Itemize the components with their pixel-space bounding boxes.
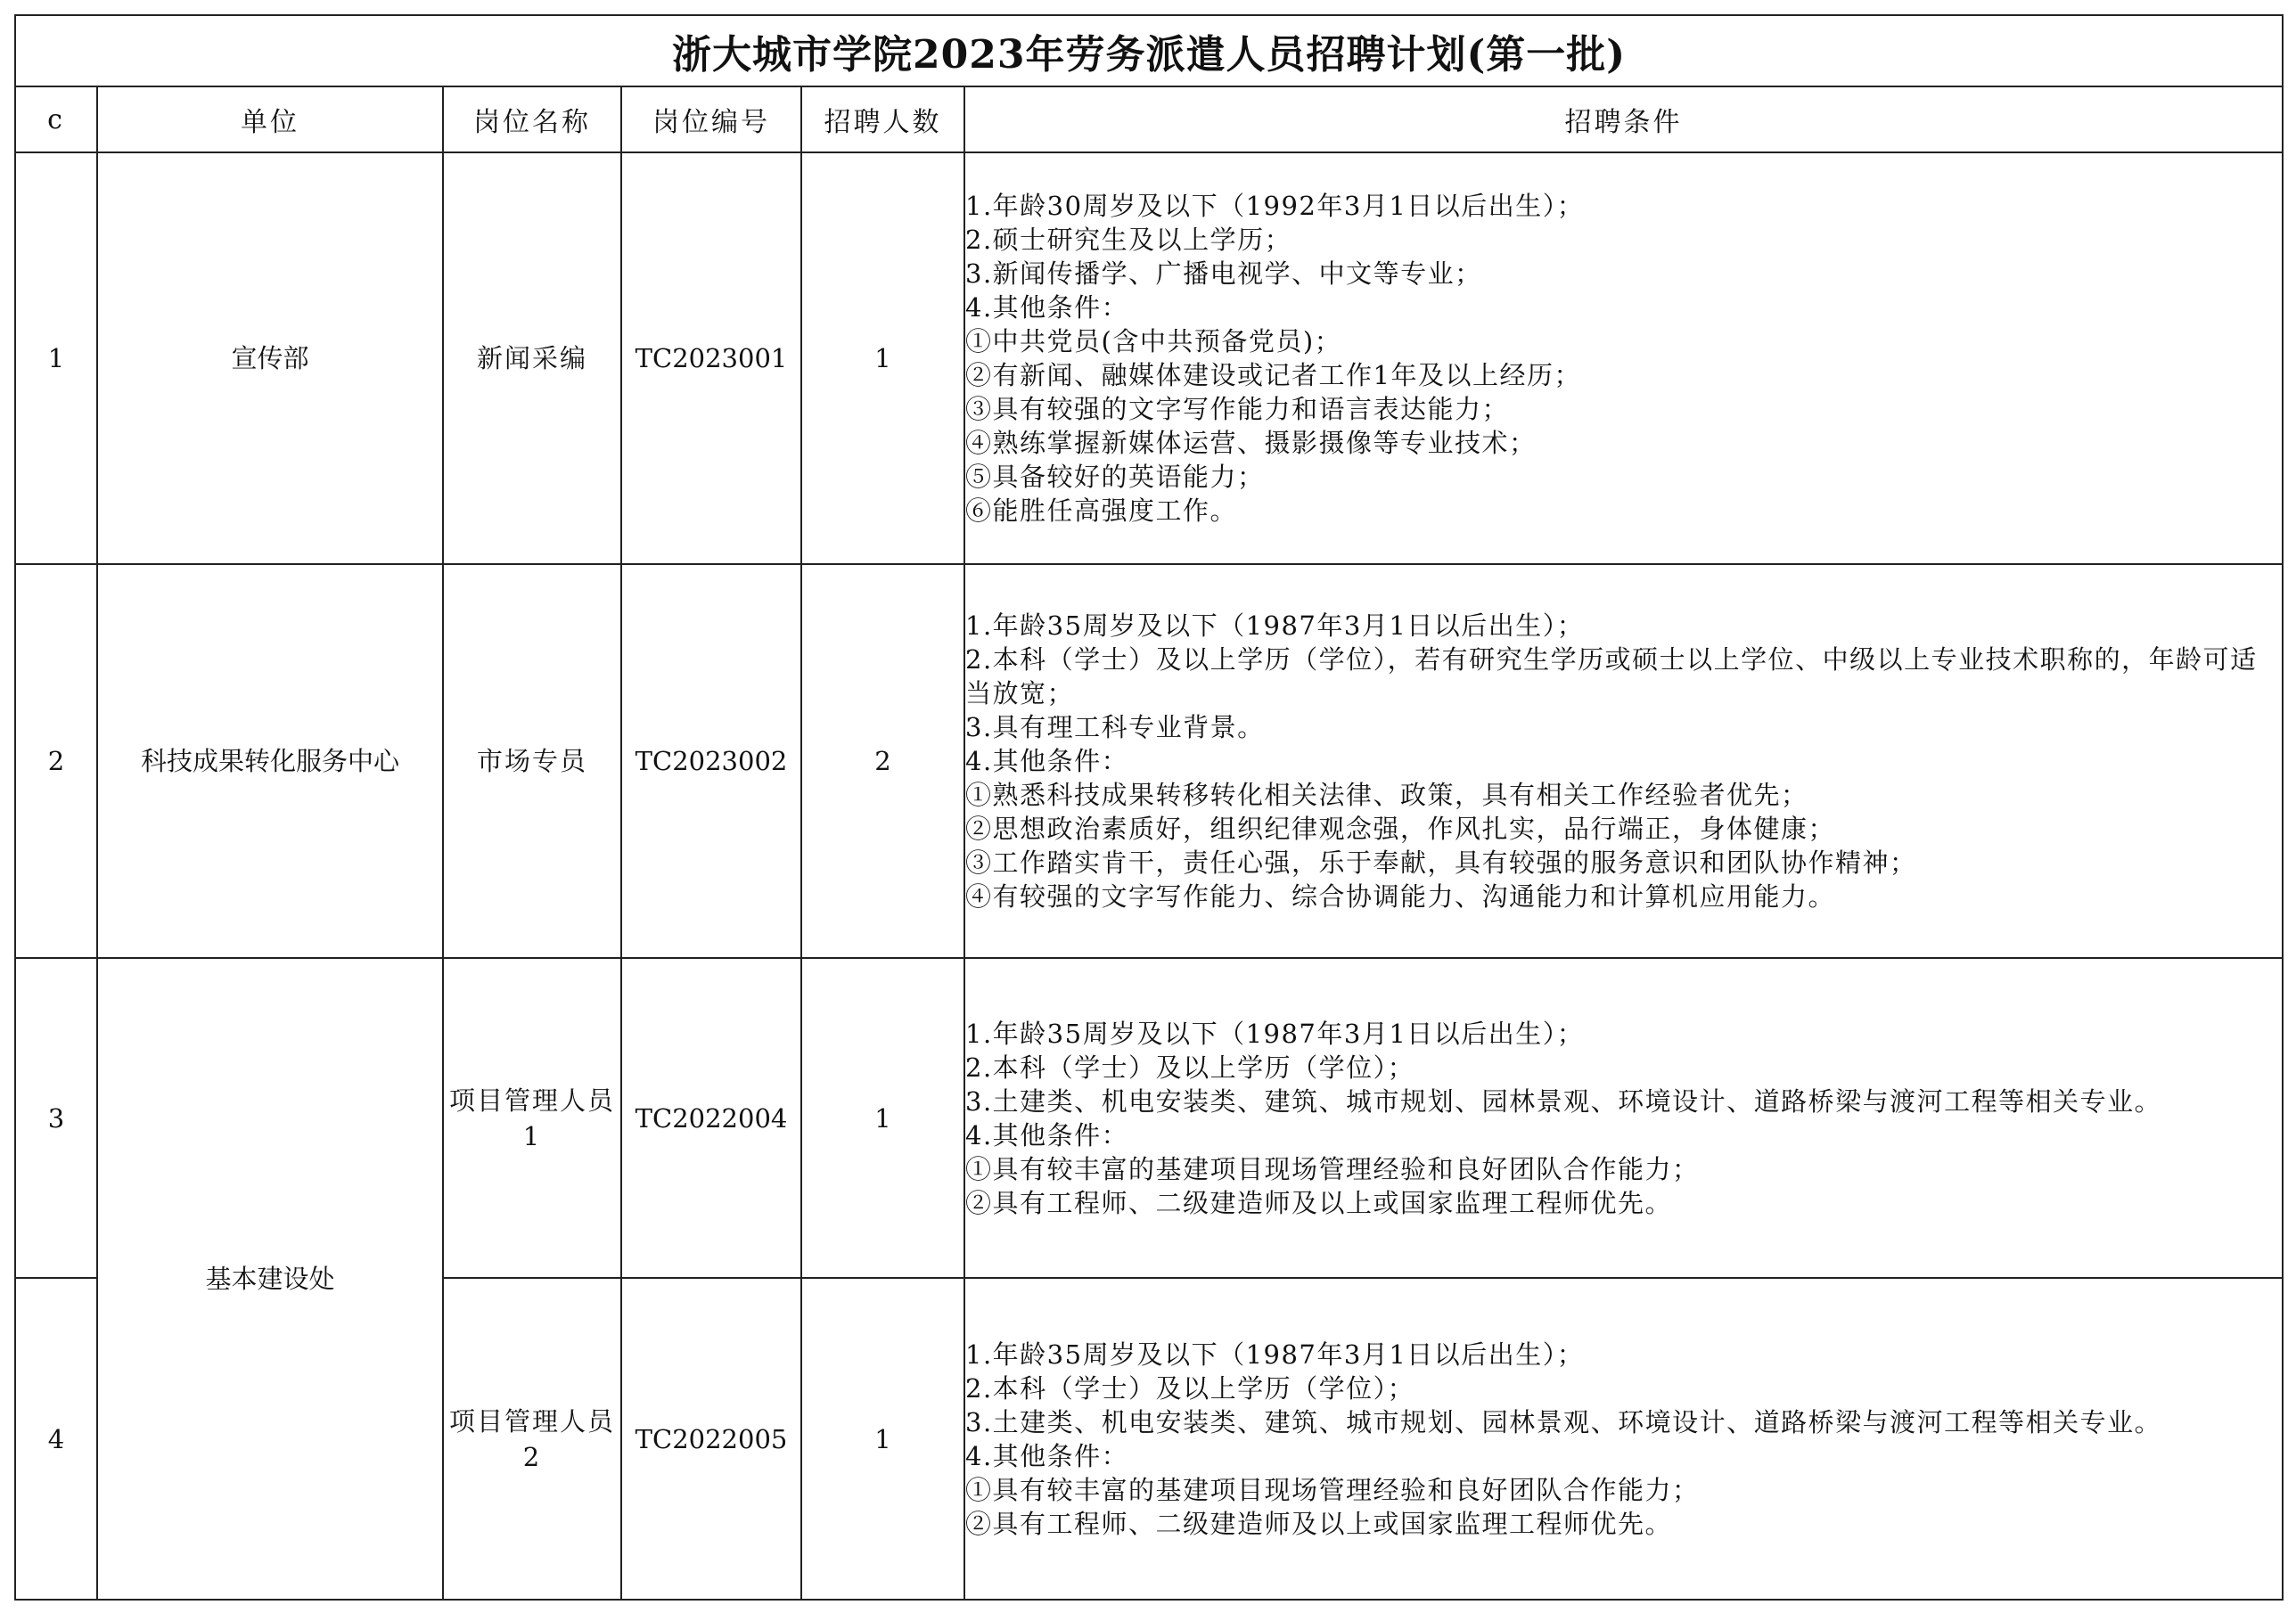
requirement-line: ②有新闻、融媒体建设或记者工作1年及以上经历； bbox=[965, 360, 1581, 390]
requirements-cell bbox=[964, 564, 2283, 958]
requirement-line: 2.本科（学士）及以上学历（学位）； bbox=[965, 1052, 1415, 1083]
requirement-line: 3.新闻传播学、广播电视学、中文等专业； bbox=[965, 258, 1482, 289]
position-name-cell: 项目管理人员2 bbox=[443, 1278, 621, 1600]
position-name-cell: 市场专员 bbox=[443, 564, 621, 958]
requirement-line: 4.其他条件： bbox=[965, 746, 1129, 776]
requirement-line: ①熟悉科技成果转移转化相关法律、政策，具有相关工作经验者优先； bbox=[965, 780, 1808, 810]
requirement-line: ②具有工程师、二级建造师及以上或国家监理工程师优先。 bbox=[965, 1187, 1673, 1218]
header-requirements: 招聘条件 bbox=[964, 86, 2283, 152]
header-position-code: 岗位编号 bbox=[621, 86, 801, 152]
row-index: 3 bbox=[15, 958, 97, 1278]
requirement-line: ④有较强的文字写作能力、综合协调能力、沟通能力和计算机应用能力。 bbox=[965, 881, 1836, 912]
unit-cell: 基本建设处 bbox=[97, 958, 443, 1600]
requirement-line: 3.土建类、机电安装类、建筑、城市规划、园林景观、环境设计、道路桥梁与渡河工程等相关专业。 bbox=[965, 1406, 2162, 1437]
requirement-line: 1.年龄35周岁及以下（1987年3月1日以后出生）； bbox=[965, 610, 1585, 641]
table-row bbox=[15, 564, 2283, 958]
requirement-line: 1.年龄35周岁及以下（1987年3月1日以后出生）； bbox=[965, 1018, 1585, 1049]
header-position-name: 岗位名称 bbox=[443, 86, 621, 152]
row-index: 1 bbox=[15, 152, 97, 564]
requirement-line: ③具有较强的文字写作能力和语言表达能力； bbox=[965, 394, 1510, 424]
requirement-line: 4.其他条件： bbox=[965, 1119, 1129, 1150]
table-row bbox=[15, 152, 2283, 564]
row-index: 4 bbox=[15, 1278, 97, 1600]
position-name-cell: 项目管理人员1 bbox=[443, 958, 621, 1278]
position-code-cell: TC2023001 bbox=[621, 152, 801, 564]
position-code-cell: TC2022005 bbox=[621, 1278, 801, 1600]
table-row bbox=[15, 958, 2283, 1278]
position-code-cell: TC2022004 bbox=[621, 958, 801, 1278]
requirement-line: 1.年龄30周岁及以下（1992年3月1日以后出生）； bbox=[965, 191, 1585, 221]
requirements-cell bbox=[964, 1278, 2283, 1600]
position-code-cell: TC2023002 bbox=[621, 564, 801, 958]
requirement-line: 2.硕士研究生及以上学历； bbox=[965, 225, 1292, 255]
requirement-line: ⑥能胜任高强度工作。 bbox=[965, 495, 1238, 526]
requirement-line: 4.其他条件： bbox=[965, 1440, 1129, 1471]
recruitment-table bbox=[14, 14, 2284, 1601]
requirement-line: ③工作踏实肯干，责任心强，乐于奉献，具有较强的服务意识和团队协作精神； bbox=[965, 847, 1917, 878]
requirement-line: ④熟练掌握新媒体运营、摄影摄像等专业技术； bbox=[965, 428, 1537, 458]
requirement-line: 1.年龄35周岁及以下（1987年3月1日以后出生）； bbox=[965, 1339, 1585, 1370]
requirement-line: 2.本科（学士）及以上学历（学位）； bbox=[965, 1372, 1415, 1404]
table-title: 浙大城市学院2023年劳务派遣人员招聘计划(第一批) bbox=[15, 15, 2283, 86]
requirements-cell bbox=[964, 958, 2283, 1278]
header-unit: 单位 bbox=[97, 86, 443, 152]
requirement-line: ①具有较丰富的基建项目现场管理经验和良好团队合作能力； bbox=[965, 1474, 1700, 1505]
requirement-line: ①具有较丰富的基建项目现场管理经验和良好团队合作能力； bbox=[965, 1153, 1700, 1184]
header-row bbox=[15, 86, 2283, 152]
position-name-cell: 新闻采编 bbox=[443, 152, 621, 564]
count-cell: 1 bbox=[801, 1278, 964, 1600]
unit-cell: 宣传部 bbox=[97, 152, 443, 564]
requirement-line: 3.土建类、机电安装类、建筑、城市规划、园林景观、环境设计、道路桥梁与渡河工程等相关专业。 bbox=[965, 1085, 2162, 1117]
requirements-cell bbox=[964, 152, 2283, 564]
header-index: c bbox=[15, 86, 97, 152]
count-cell: 1 bbox=[801, 152, 964, 564]
header-count: 招聘人数 bbox=[801, 86, 964, 152]
unit-cell: 科技成果转化服务中心 bbox=[97, 564, 443, 958]
requirement-line: 4.其他条件： bbox=[965, 292, 1129, 323]
count-cell: 2 bbox=[801, 564, 964, 958]
requirement-line: ②具有工程师、二级建造师及以上或国家监理工程师优先。 bbox=[965, 1508, 1673, 1539]
requirement-line: ①中共党员(含中共预备党员)； bbox=[965, 326, 1342, 356]
count-cell: 1 bbox=[801, 958, 964, 1278]
requirement-line: ⑤具备较好的英语能力； bbox=[965, 462, 1265, 492]
row-index: 2 bbox=[15, 564, 97, 958]
requirement-line: 3.具有理工科专业背景。 bbox=[965, 712, 1265, 742]
requirement-line: ②思想政治素质好，组织纪律观念强，作风扎实，品行端正，身体健康； bbox=[965, 814, 1836, 844]
title-row bbox=[15, 15, 2283, 86]
requirement-line: 2.本科（学士）及以上学历（学位），若有研究生学历或硕士以上学位、中级以上专业技术职称的，年龄可适当放宽； bbox=[965, 644, 2258, 708]
